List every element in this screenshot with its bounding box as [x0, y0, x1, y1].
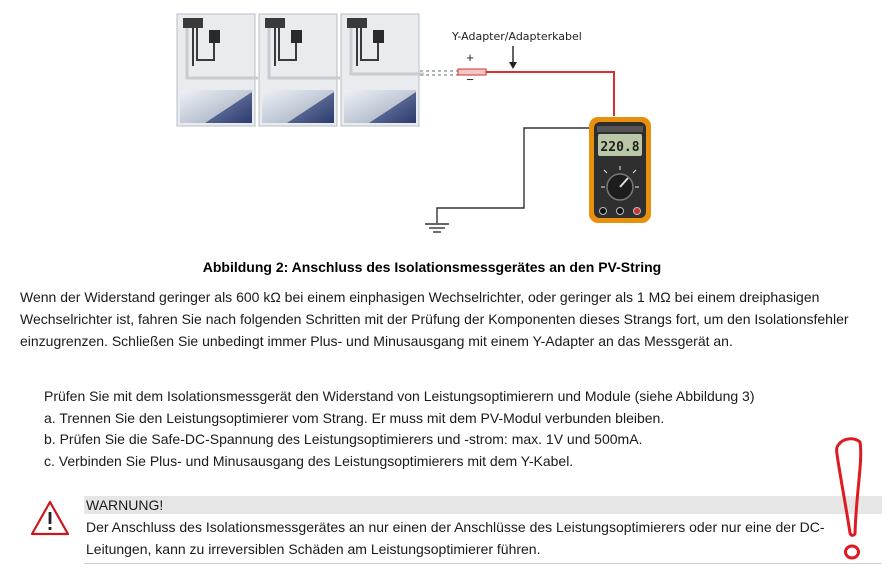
step-b: b. Prüfen Sie die Safe-DC-Spannung des Leistungsoptimierers und -strom: max. 1V und 500mA.	[44, 431, 643, 447]
step-a: a. Trennen Sie den Leistungsoptimierer vom Strang. Er muss mit dem PV-Modul verbunden bleiben.	[44, 409, 665, 426]
steps-list	[44, 386, 864, 472]
step-intro: Prüfen Sie mit dem Isolationsmessgerät den Widerstand von Leistungsoptimierern und Module (siehe Abbildung 3)	[44, 388, 755, 404]
warning-title: WARNUNG!	[84, 496, 882, 514]
step-c: c. Verbinden Sie Plus- und Minusausgang des Leistungsoptimierers mit dem Y-Kabel.	[44, 452, 574, 469]
multimeter-icon	[589, 117, 651, 223]
adapter-label: Y-Adapter/Adapterkabel	[452, 30, 582, 43]
minus-sign: −	[466, 72, 474, 87]
solar-panel-2	[259, 14, 340, 126]
pv-string-diagram	[0, 0, 894, 250]
solar-panel-3	[341, 14, 424, 126]
red-wire	[486, 72, 614, 116]
body-paragraph: Wenn der Widerstand geringer als 600 kΩ bei einem einphasigen Wechselrichter, oder geringer als 1 MΩ bei einem dreiphasigen Wechselrichter ist, fahren Sie nach folgenden Schritten mit der Prüfung der Komponenten dieses Strangs fort, um den Isolationsfehler einzugrenzen. Schließen Sie unbedingt immer Plus- und Minusausgang mit einem Y-Adapter an das Messgerät an.	[20, 289, 849, 349]
warning-triangle-icon	[30, 500, 70, 536]
arrow-down-icon	[509, 46, 517, 69]
meter-display: 220.8	[600, 140, 640, 155]
string-cable	[420, 69, 486, 75]
plus-sign: +	[466, 50, 474, 65]
ground-icon	[425, 224, 449, 232]
warning-text: Der Anschluss des Isolationsmessgerätes an nur einen der Anschlüsse des Leistungsoptimierers oder nur eine der DC-Leitungen, kann zu irreversiblen Schäden am Leistungsoptimierer führen.	[86, 519, 825, 557]
exclamation-annotation-icon	[830, 436, 874, 566]
ground-wire	[437, 128, 592, 223]
solar-panel-1	[177, 14, 258, 126]
figure-caption: Abbildung 2: Anschluss des Isolationsmessgerätes an den PV-String	[202, 259, 662, 275]
warning-divider	[84, 563, 882, 564]
